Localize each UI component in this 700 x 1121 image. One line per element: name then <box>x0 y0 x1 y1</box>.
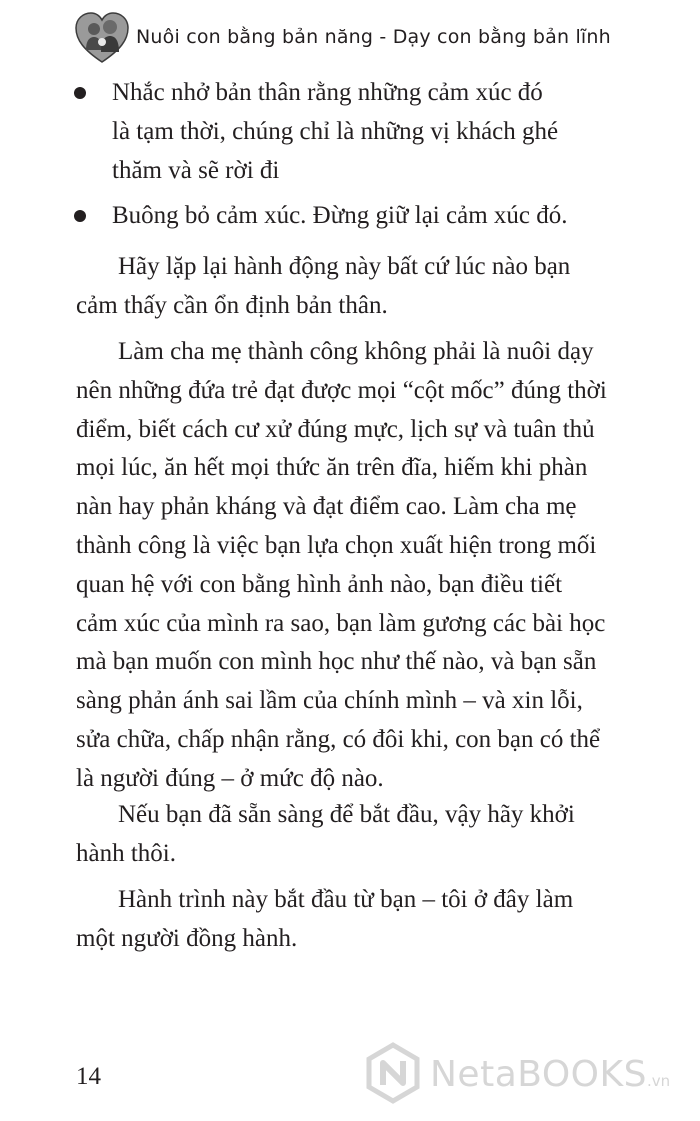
paragraph-line: Hãy lặp lại hành động này bất cứ lúc nào bạn <box>118 253 571 280</box>
paragraph-line: Hành trình này bắt đầu từ bạn – tôi ở đây làm <box>118 886 574 913</box>
running-header <box>74 10 674 66</box>
bullet-dot-icon <box>74 87 86 99</box>
bullet-item <box>112 74 672 190</box>
paragraph-line: thành công là việc bạn lựa chọn xuất hiện trong mối <box>76 531 597 559</box>
paragraph <box>76 248 676 326</box>
bullet-item <box>112 197 672 236</box>
paragraph-line: hành thôi. <box>76 839 176 867</box>
paragraph-line: cảm xúc của mình ra sao, bạn làm gương các bài học <box>76 609 606 637</box>
watermark-brand: NetaBOOKS <box>430 1054 647 1095</box>
paragraph <box>76 881 676 959</box>
paragraph-line: Nếu bạn đã sẵn sàng để bắt đầu, vậy hãy khởi <box>118 801 575 828</box>
paragraph-line: mọi lúc, ăn hết mọi thức ăn trên đĩa, hiếm khi phàn <box>76 454 588 482</box>
bullet-line: Buông bỏ cảm xúc. Đừng giữ lại cảm xúc đó. <box>112 202 568 229</box>
watermark-text <box>430 1054 670 1095</box>
netabooks-watermark <box>362 1042 692 1106</box>
bullet-line: Nhắc nhở bản thân rằng những cảm xúc đó <box>112 79 543 106</box>
netabooks-logo-icon <box>362 1042 424 1104</box>
paragraph-line: nàn hay phản kháng và đạt điểm cao. Làm cha mẹ <box>76 493 577 521</box>
paragraph-line: nên những đứa trẻ đạt được mọi “cột mốc” đúng thời <box>76 376 607 404</box>
bullet-line: thăm và sẽ rời đi <box>112 156 280 184</box>
paragraph-line: cảm thấy cần ổn định bản thân. <box>76 291 388 319</box>
paragraph-line: quan hệ với con bằng hình ảnh nào, bạn điều tiết <box>76 570 563 598</box>
paragraph-line: sàng phản ánh sai lầm của chính mình – và xin lỗi, <box>76 687 583 715</box>
paragraph-line: mà bạn muốn con mình học như thế nào, và bạn sẵn <box>76 648 597 676</box>
bullet-line: là tạm thời, chúng chỉ là những vị khách ghé <box>112 117 559 145</box>
bullet-dot-icon <box>74 210 86 222</box>
paragraph-line: là người đúng – ở mức độ nào. <box>76 764 384 792</box>
paragraph <box>76 333 676 799</box>
watermark-suffix: .vn <box>646 1072 671 1090</box>
paragraph-line: một người đồng hành. <box>76 924 298 952</box>
family-heart-emblem-icon <box>74 10 130 66</box>
paragraph <box>76 796 676 874</box>
header-title: Nuôi con bằng bản năng - Dạy con bằng bản lĩnh <box>136 26 611 48</box>
page-number: 14 <box>76 1063 101 1090</box>
paragraph-line: sửa chữa, chấp nhận rằng, có đôi khi, con bạn có thể <box>76 725 601 753</box>
paragraph-line: Làm cha mẹ thành công không phải là nuôi dạy <box>118 338 594 365</box>
paragraph-line: điểm, biết cách cư xử đúng mực, lịch sự và tuân thủ <box>76 415 595 443</box>
